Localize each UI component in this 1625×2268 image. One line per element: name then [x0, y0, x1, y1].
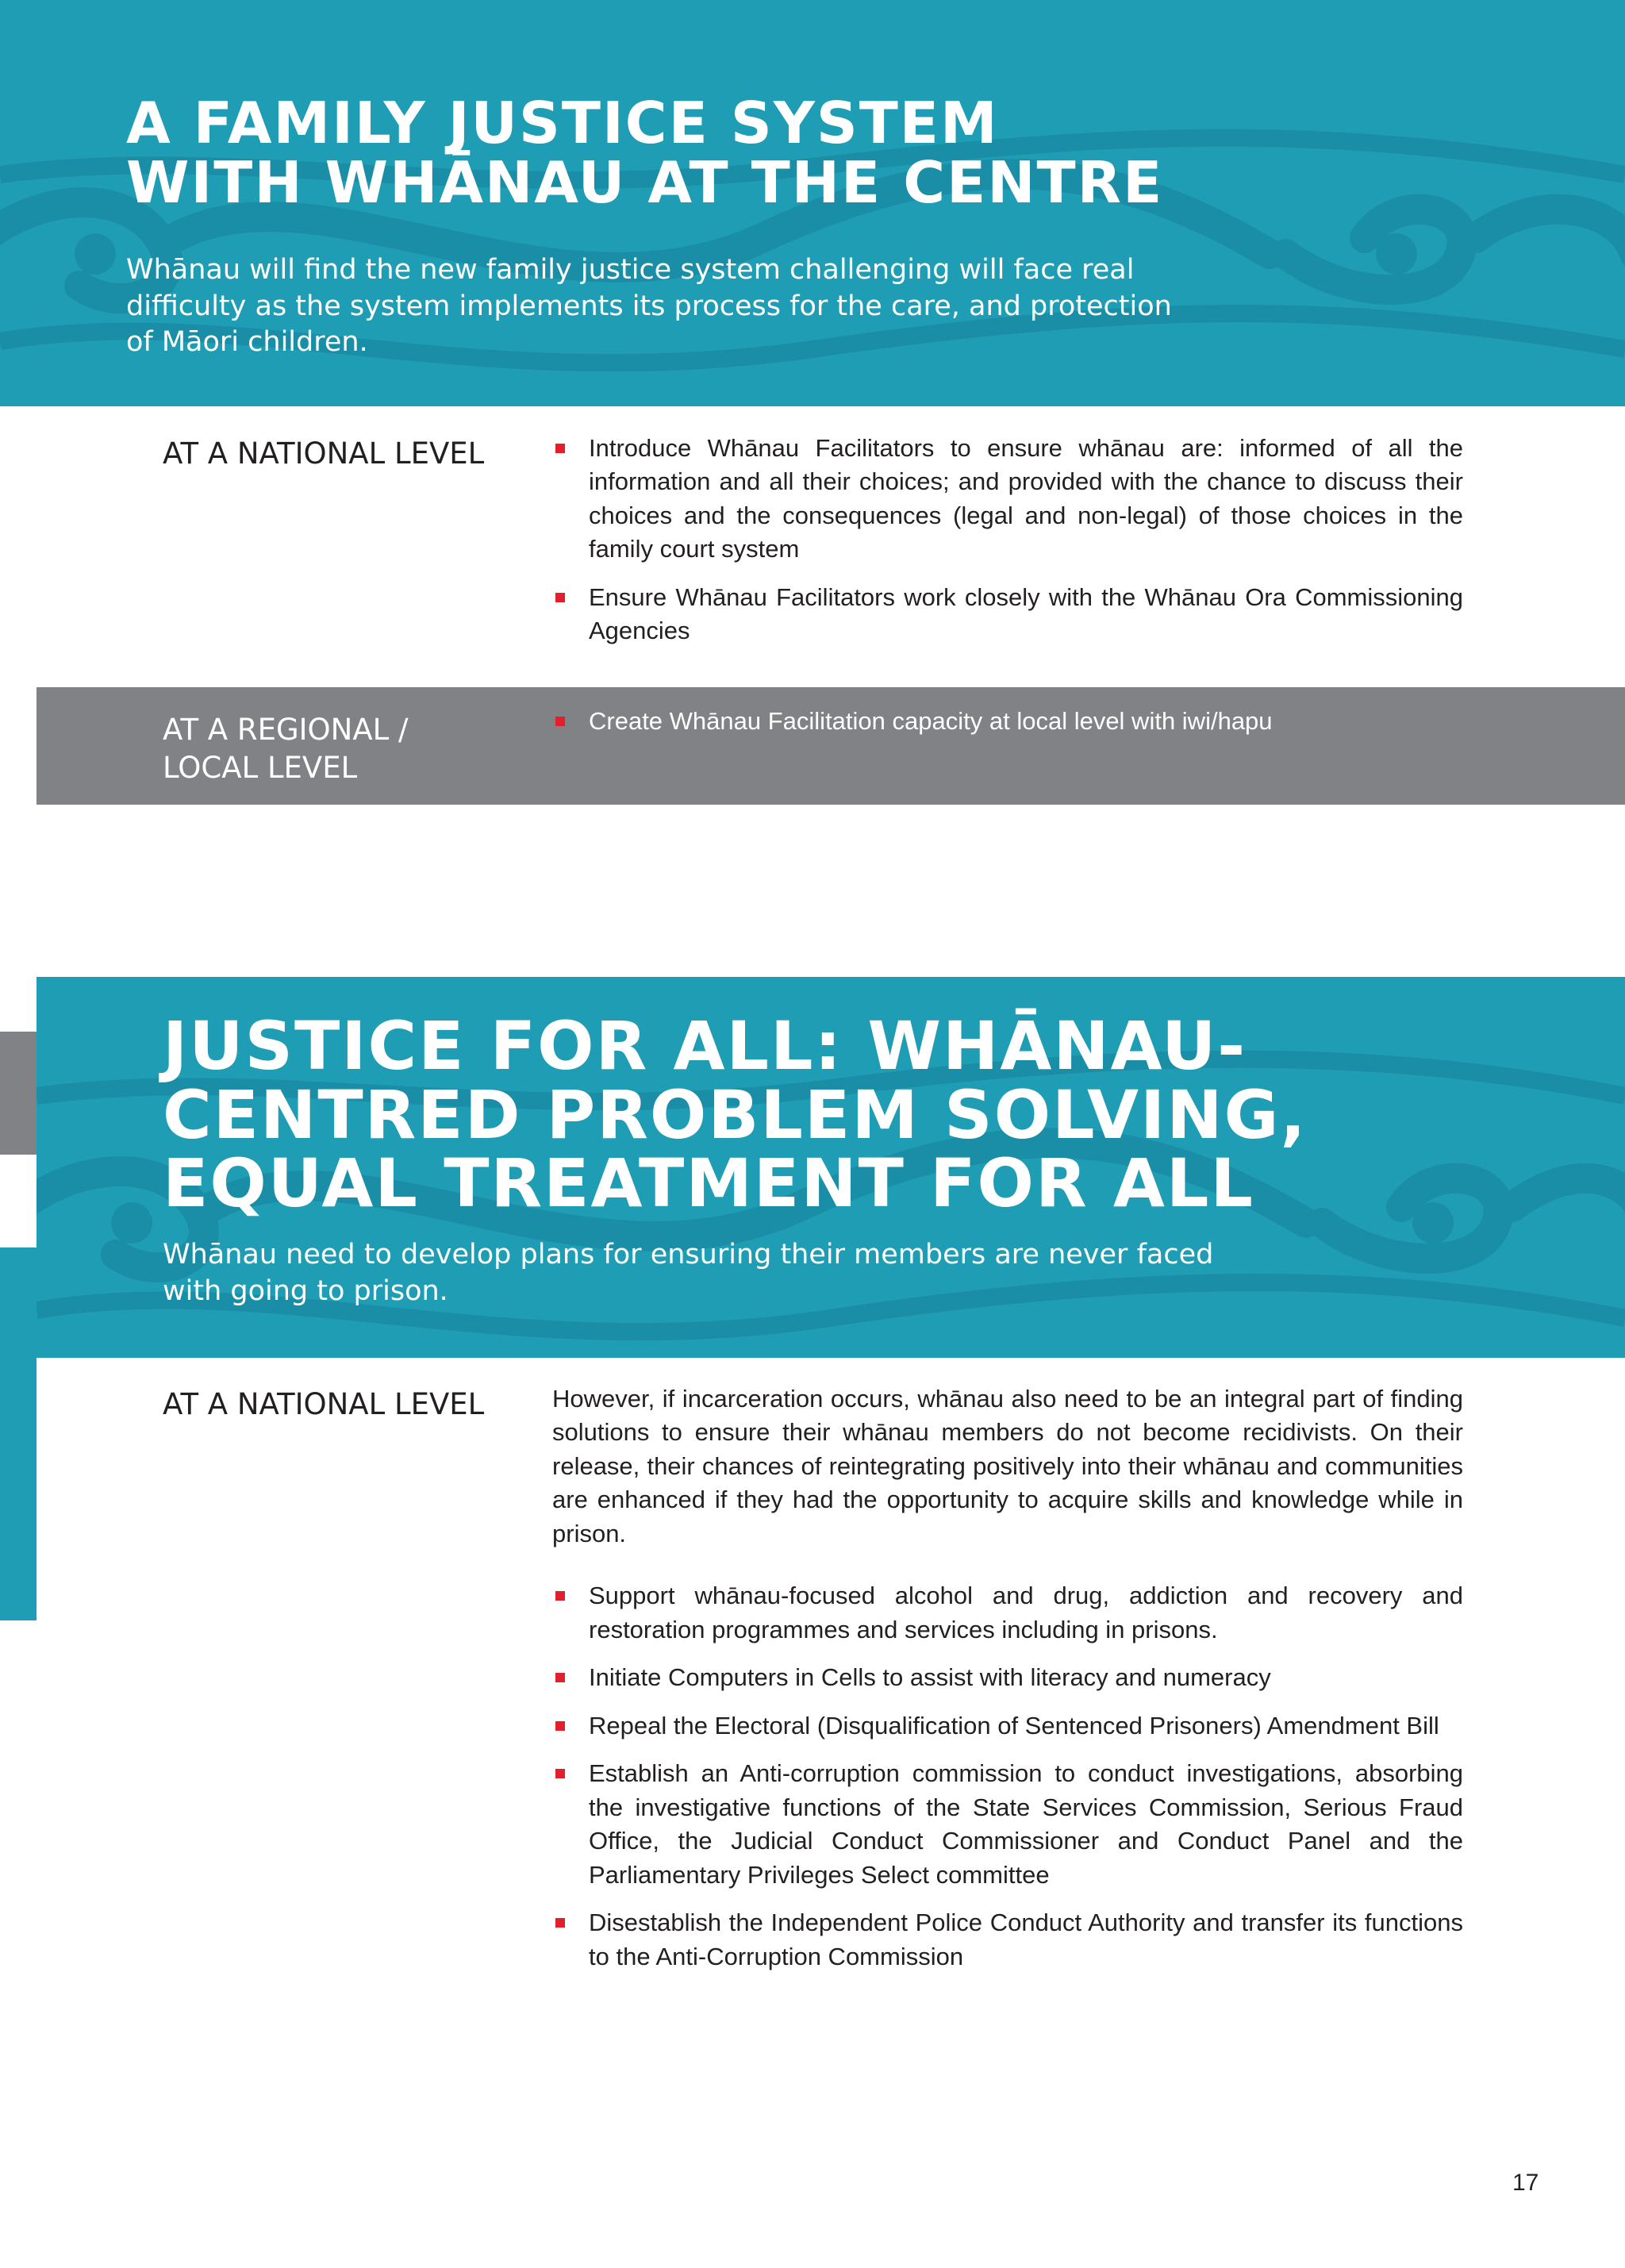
section1-national-label: AT A NATIONAL LEVEL: [163, 436, 485, 471]
section2-title: JUSTICE FOR ALL: WHĀNAU- CENTRED PROBLEM SOLVING, EQUAL TREATMENT FOR ALL: [163, 1007, 1308, 1223]
bullet-marker: [555, 1721, 565, 1731]
list-item: Disestablish the Independent Police Conduct Authority and transfer its functions to the Anti-Corruption Commission: [552, 1906, 1463, 1974]
bullet-marker: [555, 717, 565, 726]
section2-intro-paragraph: However, if incarceration occurs, whānau also need to be an integral part of finding solutions to ensure their whānau members do not become recidivists. On their release, their chances of reintegrating positively into their whānau and communities are enhanced if they had the opportunity to acquire skills and knowledge while in prison.: [552, 1385, 1463, 1547]
regional-content: [552, 705, 1463, 752]
bullet-marker: [555, 444, 565, 453]
regional-level-band: [36, 687, 1625, 805]
section1-title: A FAMILY JUSTICE SYSTEM WITH WHĀNAU AT THE CENTRE: [126, 90, 1164, 216]
section1-banner: [0, 0, 1625, 406]
section2-national-label: AT A NATIONAL LEVEL: [163, 1387, 485, 1421]
list-item: Support whānau-focused alcohol and drug, addiction and recovery and restoration programmes and services including in prisons.: [552, 1579, 1463, 1647]
page-number: 17: [1512, 2170, 1539, 2196]
list-item: Establish an Anti-corruption commission to conduct investigations, absorbing the investigative functions of the State Services Commission, Serious Fraud Office, the Judicial Conduct Commissioner and Conduct Panel and the Parliamentary Privileges Select committee: [552, 1757, 1463, 1892]
section1-national-list: [552, 432, 1463, 648]
bullet-marker: [555, 1673, 565, 1682]
list-item: Ensure Whānau Facilitators work closely with the Whānau Ora Commissioning Agencies: [552, 581, 1463, 648]
bullet-marker: [555, 1591, 565, 1601]
section2-subtitle: Whānau need to develop plans for ensuring their members are never faced with going to prison.: [163, 1239, 1214, 1307]
list-item: Initiate Computers in Cells to assist with literacy and numeracy: [552, 1661, 1463, 1694]
bullet-marker: [555, 1918, 565, 1928]
regional-list: [552, 705, 1463, 738]
section1-national-content: [552, 432, 1463, 663]
section2-national-content: [552, 1382, 1463, 1988]
bullet-marker: [555, 593, 565, 602]
regional-label: AT A REGIONAL / LOCAL LEVEL: [163, 713, 409, 786]
section2-national-list: [552, 1579, 1463, 1974]
bullet-marker: [555, 1769, 565, 1778]
section2-banner: [36, 977, 1625, 1358]
list-item: Create Whānau Facilitation capacity at local level with iwi/hapu: [552, 705, 1463, 738]
side-tab-grey: [0, 1032, 36, 1155]
side-tab-teal: [0, 1247, 36, 1620]
list-item: Introduce Whānau Facilitators to ensure whānau are: informed of all the information and all their choices; and provided with the chance to discuss their choices and the consequences (legal and non-legal) of those choices in the family court system: [552, 432, 1463, 567]
list-item: Repeal the Electoral (Disqualification of Sentenced Prisoners) Amendment Bill: [552, 1709, 1463, 1743]
section1-subtitle: Whānau will find the new family justice system challenging will face real difficulty as the system implements its process for the care, and protection of Māori children.: [126, 254, 1172, 358]
